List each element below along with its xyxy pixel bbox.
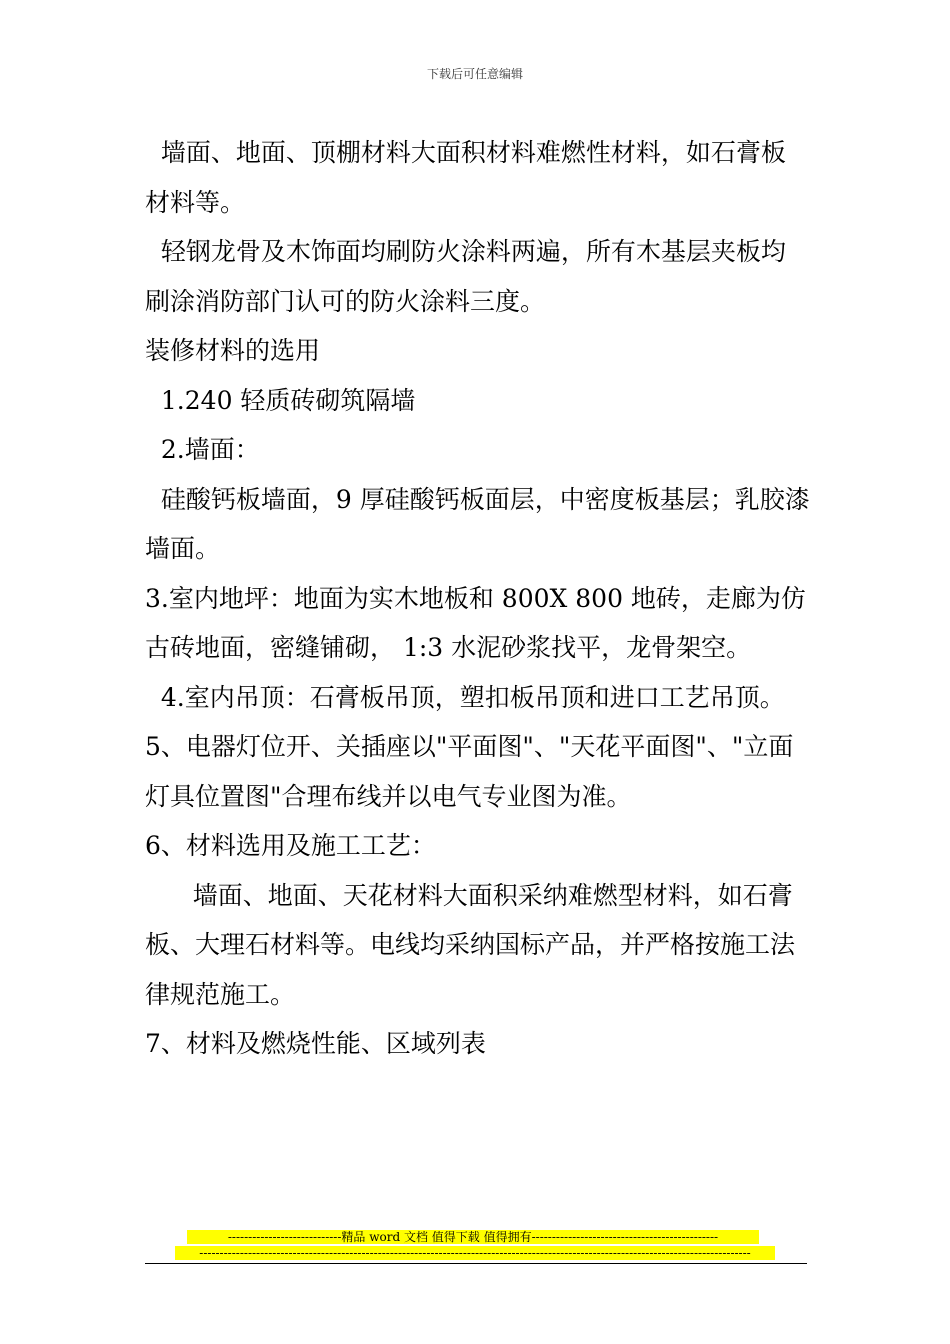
paragraph-fireproof-coating: 轻钢龙骨及木饰面均刷防火涂料两遍，所有木基层夹板均刷涂消防部门认可的防火涂料三度。 — [145, 237, 786, 316]
list-item-electrical: 5、电器灯位开、关插座以"平面图"、"天花平面图"、"立面灯具位置图"合理布线并以电气专业图为准。 — [145, 732, 794, 811]
document-body — [145, 128, 810, 1069]
paragraph-fire-materials: 墙面、地面、顶棚材料大面积材料难燃性材料，如石膏板材料等。 — [145, 138, 786, 217]
list-item-combustion-table: 7、材料及燃烧性能、区域列表 — [145, 1029, 486, 1058]
paragraph-calcium-silicate-board: 硅酸钙板墙面，9 厚硅酸钙板面层，中密度板基层；乳胶漆墙面。 — [145, 484, 810, 563]
list-item-indoor-floor: 3.室内地坪：地面为实木地板和 800X 800 地砖，走廊为仿古砖地面，密缝铺砌， 1:3 水泥砂浆找平，龙骨架空。 — [145, 583, 806, 662]
list-item-partition-wall: 1.240 轻质砖砌筑隔墙 — [145, 385, 416, 415]
footer-rule — [145, 1263, 807, 1264]
page-header: 下载后可任意编辑 — [426, 67, 523, 81]
footer-banner-line-1: ----------------------------精品 word 文档 值得下载 值得拥有---------------------------------------------- — [187, 1230, 759, 1244]
footer-banner-line-2: ---------------------------------------------------------------------------------------------------------------------------------------- — [175, 1246, 775, 1260]
list-item-wall-surface: 2.墙面： — [145, 435, 260, 464]
list-item-construction-process: 6、材料选用及施工工艺： — [145, 831, 436, 860]
list-item-indoor-ceiling: 4.室内吊顶：石膏板吊顶，塑扣板吊顶和进口工艺吊顶。 — [145, 682, 785, 712]
paragraph-material-standards: 墙面、地面、天花材料大面积采纳难燃型材料，如石膏板、大理石材料等。电线均采纳国标产品，并严格按施工法律规范施工。 — [145, 880, 796, 1009]
section-heading-materials: 装修材料的选用 — [145, 336, 321, 365]
